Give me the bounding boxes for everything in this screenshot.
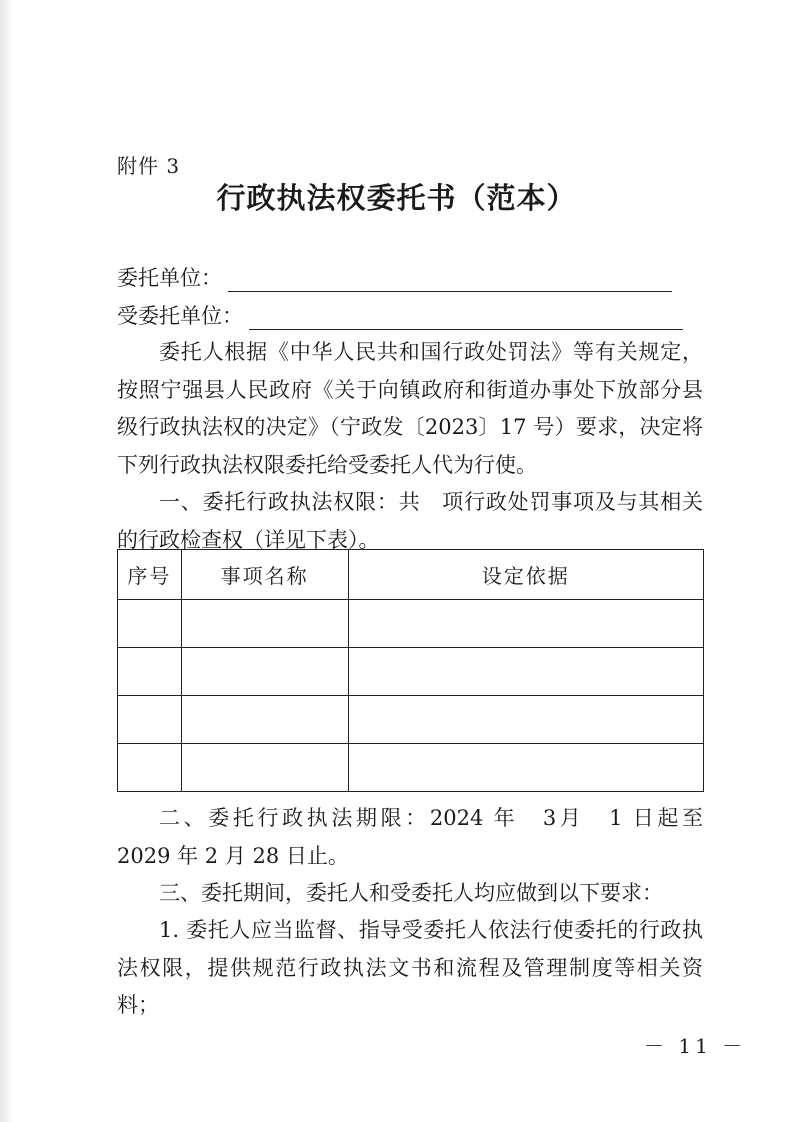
table-cell — [181, 744, 348, 792]
requirement-item-1: 1. 委托人应当监督、指导受委托人依法行使委托的行政执法权限，提供规范行政执法文书和流程及管理制度等相关资料； — [117, 918, 703, 1017]
table-cell — [348, 744, 703, 792]
table-cell — [118, 744, 182, 792]
table-cell — [118, 696, 182, 744]
entrusted-unit-field — [117, 300, 683, 330]
table-cell — [118, 600, 182, 648]
column-header-item-name: 事项名称 — [181, 550, 348, 600]
entrusted-unit-blank-line — [249, 307, 683, 330]
column-header-serial: 序号 — [118, 550, 182, 600]
table-cell — [181, 600, 348, 648]
section-1-paragraph: 一、委托行政执法权限：共 项行政处罚事项及与其相关的行政检查权（详见下表）。 — [117, 490, 703, 552]
attachment-label: 附件 3 — [117, 154, 181, 178]
entrusting-unit-label: 委托单位： — [117, 266, 222, 290]
table-row — [118, 744, 704, 792]
table-cell — [348, 648, 703, 696]
intro-paragraph: 委托人根据《中华人民共和国行政处罚法》等有关规定，按照宁强县人民政府《关于向镇政府和街道办事处下放部分县级行政执法权的决定》（宁政发〔2023〕17 号）要求，决定将下列行政执法权限委托给受委托人代为行使。 — [117, 340, 703, 477]
page-scan-edge — [0, 0, 14, 1122]
table-cell — [181, 696, 348, 744]
table-cell — [118, 648, 182, 696]
section-3-paragraph: 三、委托期间，委托人和受委托人均应做到以下要求： — [159, 881, 663, 905]
table-cell — [181, 648, 348, 696]
entrusting-unit-field — [117, 262, 672, 292]
table-row — [118, 648, 704, 696]
entrusted-unit-label: 受委托单位： — [117, 304, 243, 328]
table-cell — [348, 600, 703, 648]
table-row — [118, 600, 704, 648]
document-title: 行政执法权委托书（范本） — [216, 181, 577, 215]
page-number: － 11 － — [644, 1034, 747, 1058]
entrusting-unit-blank-line — [228, 269, 672, 292]
table-header-row — [118, 550, 704, 600]
delegated-items-table — [117, 549, 704, 792]
column-header-legal-basis: 设定依据 — [348, 550, 703, 600]
section-2-paragraph: 二、委托行政执法期限：2024 年 3月 1 日起至 2029 年 2 月 28 日止。 — [117, 806, 724, 868]
table-row — [118, 696, 704, 744]
table-cell — [348, 696, 703, 744]
